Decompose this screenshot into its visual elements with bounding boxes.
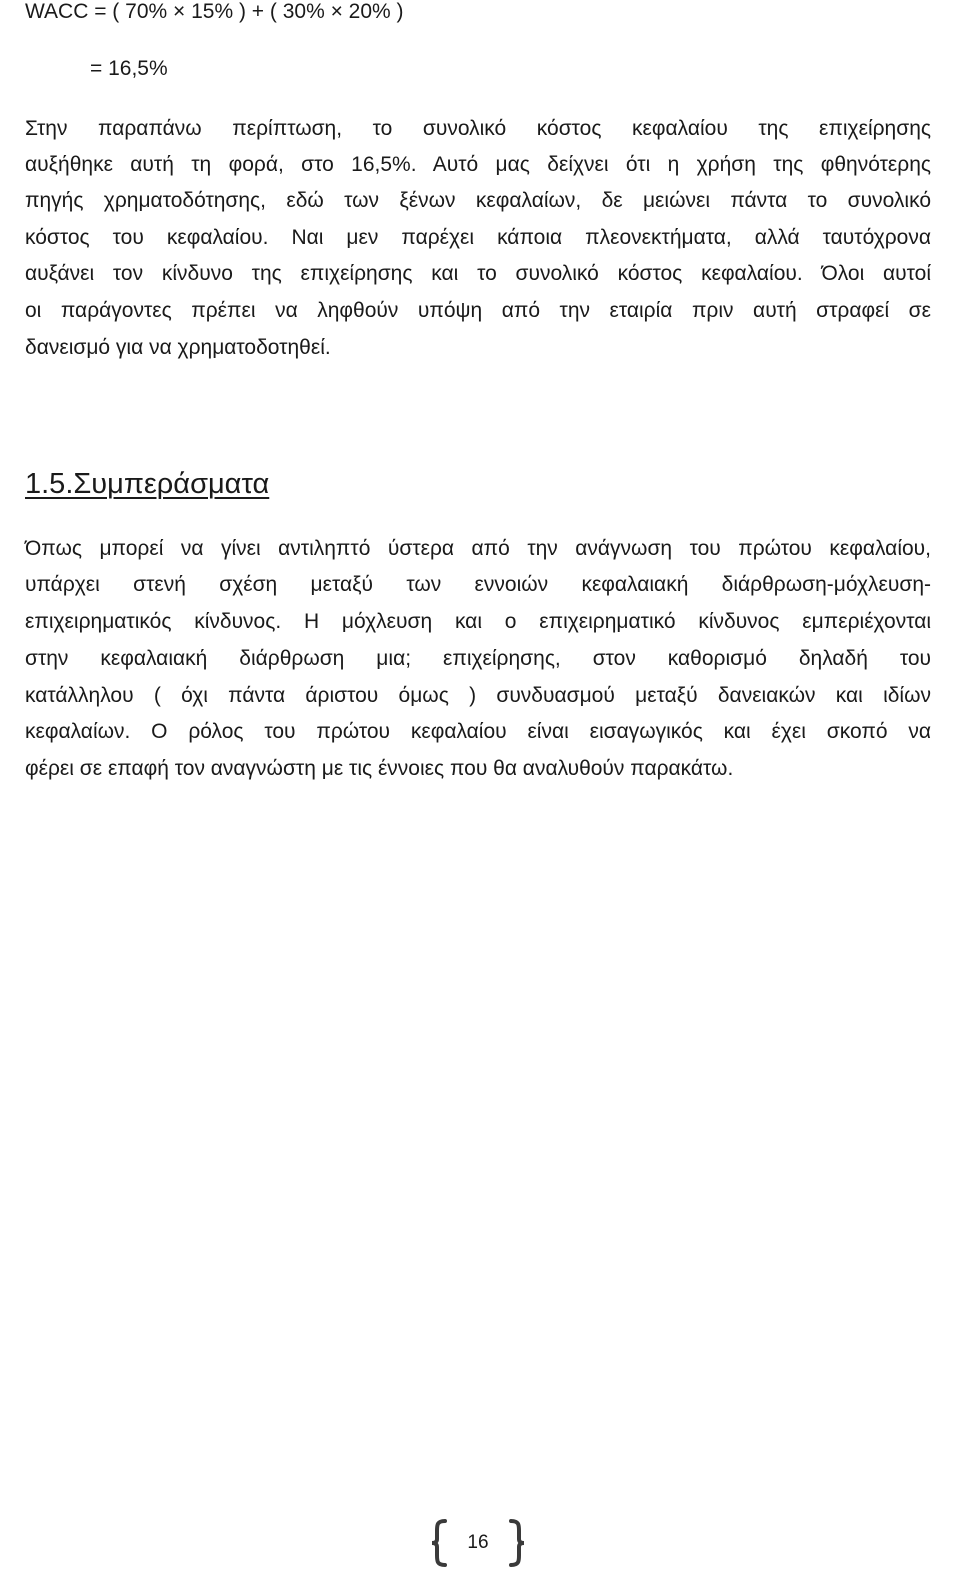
paragraph-line: στην κεφαλαιακή διάρθρωση μια; επιχείρησης, στον καθορισμό δηλαδή του [25,647,931,670]
page-number-footer [431,1519,525,1567]
paragraph-line: Όπως μπορεί να γίνει αντιληπτό ύστερα από την ανάγνωση του πρώτου κεφαλαίου, [25,537,931,560]
wacc-result: = 16,5% [90,57,168,80]
paragraph-line: Στην παραπάνω περίπτωση, το συνολικό κόστος κεφαλαίου της επιχείρησης [25,117,931,140]
paragraph-line: επιχειρηματικός κίνδυνος. Η μόχλευση και ο επιχειρηματικό κίνδυνος εμπεριέχονται [25,610,931,633]
wacc-formula: WACC = ( 70% × 15% ) + ( 30% × 20% ) [25,0,404,23]
paragraph-line: φέρει σε επαφή τον αναγνώστη με τις έννοιες που θα αναλυθούν παρακάτω. [25,757,734,780]
paragraph-line: κεφαλαίων. Ο ρόλος του πρώτου κεφαλαίου είναι εισαγωγικός και έχει σκοπό να [25,720,931,743]
paragraph-line: δανεισμό για να χρηματοδοτηθεί. [25,336,331,359]
paragraph-line: κατάλληλου ( όχι πάντα άριστου όμως ) συνδυασμού μεταξύ δανειακών και ιδίων [25,684,931,707]
paragraph-line: κόστος του κεφαλαίου. Ναι μεν παρέχει κάποια πλεονεκτήματα, αλλά ταυτόχρονα [25,226,931,249]
paragraph-line: οι παράγοντες πρέπει να ληφθούν υπόψη από την εταιρία πριν αυτή στραφεί σε [25,299,931,322]
section-heading: 1.5.Συμπεράσματα [25,468,270,500]
page-number: 16 [467,1532,489,1553]
paragraph-line: υπάρχει στενή σχέση μεταξύ των εννοιών κεφαλαιακή διάρθρωση-μόχλευση- [25,573,931,596]
paragraph-line: αυξήθηκε αυτή τη φορά, στο 16,5%. Αυτό μας δείχνει ότι η χρήση της φθηνότερης [25,153,931,176]
paragraph-line: πηγής χρηματοδότησης, εδώ των ξένων κεφαλαίων, δε μειώνει πάντα το συνολικό [25,189,931,212]
paragraph-line: αυξάνει τον κίνδυνο της επιχείρησης και το συνολικό κόστος κεφαλαίου. Όλοι αυτοί [25,262,931,285]
